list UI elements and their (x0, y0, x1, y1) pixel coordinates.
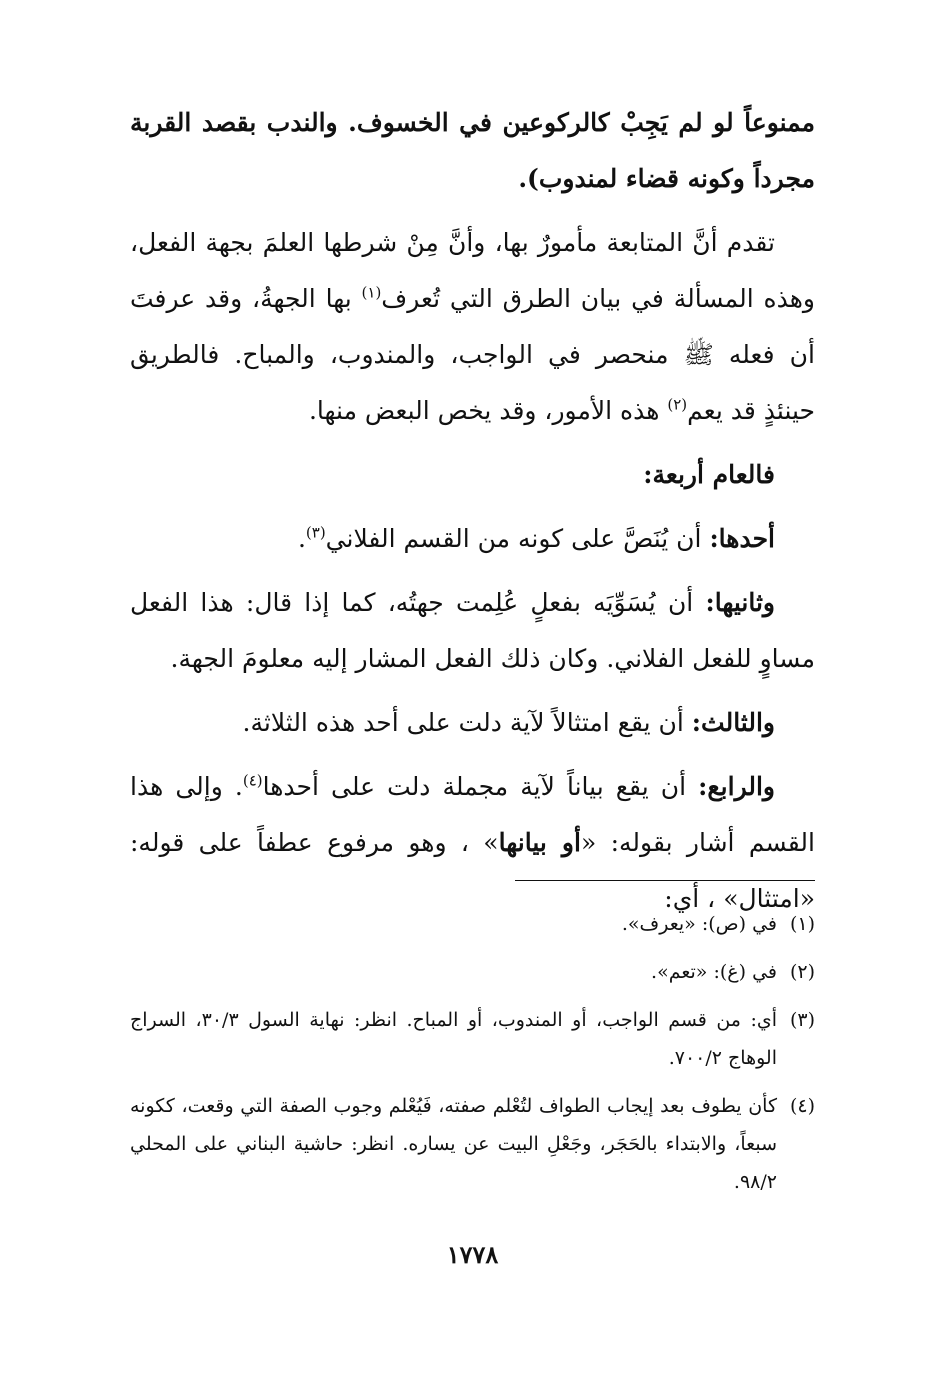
footnote-text: أي: من قسم الواجب، أو المندوب، أو المباح. انظر: نهاية السول ٣٠/٣، السراج الوهاج ٧٠٠/٢. (130, 1009, 777, 1069)
item-third-text: أن يقع امتثالاً لآية دلت على أحد هذه الثلاثة. (242, 708, 692, 737)
footnote-number: (٤) (789, 1095, 815, 1117)
item-first (130, 511, 815, 567)
item-second-label: وثانيها: (705, 588, 775, 617)
main-text-block (130, 95, 815, 935)
footnote-number: (١) (789, 913, 815, 935)
footnote-1 (130, 905, 815, 943)
item-fourth-text-a: أن يقع بياناً لآية مجملة دلت على أحدها (262, 772, 699, 801)
footnote-ref-3[interactable]: (٣) (305, 523, 326, 542)
footnote-number: (٢) (789, 961, 815, 983)
footnote-ref-2[interactable]: (٢) (667, 395, 688, 414)
item-first-text: أن يُنَصَّ على كونه من القسم الفلاني (325, 524, 710, 553)
page-number: ١٧٧٨ (446, 1240, 499, 1269)
item-fourth-text-c: » ، وهو مرفوع عطفاً على قوله: «امتثال» ، أي: (130, 828, 815, 913)
footnote-3 (130, 1001, 815, 1077)
commentary-text-c: هذه الأمور، وقد يخص البعض منها. (308, 396, 668, 425)
footnote-text: في (غ): «تعم». (651, 961, 777, 983)
item-fourth (130, 759, 815, 927)
footnote-ref-1[interactable]: (١) (361, 283, 382, 302)
item-second (130, 575, 815, 687)
item-third (130, 695, 815, 751)
footnote-number: (٣) (789, 1009, 815, 1031)
item-third-label: والثالث: (691, 708, 775, 737)
footnote-4 (130, 1087, 815, 1201)
footnote-text: في (ص): «يعرف». (621, 913, 777, 935)
item-first-end: . (297, 524, 306, 553)
footnote-ref-4[interactable]: (٤) (242, 771, 263, 790)
item-fourth-text-b: . وإلى هذا القسم أشار بقوله: « (130, 772, 815, 857)
paragraph-matn (130, 95, 815, 207)
commentary-text-b: بها الجهةُ، وقد عرفتَ أن فعله ﷺ منحصر في الواجب، والمندوب، والمباح. فالطريق حينئذٍ قد يعم (130, 284, 815, 425)
item-first-label: أحدها: (709, 524, 775, 553)
footnotes-section (130, 905, 815, 1211)
item-fourth-label: والرابع: (698, 772, 775, 801)
section-heading (130, 447, 815, 503)
footnote-separator (515, 880, 815, 881)
footnote-text: كأن يطوف بعد إيجاب الطواف لتُعْلم صفته، فَيُعْلم وجوب الصفة التي وقعت، ككونه سبعاً، والابتداء بالحَجَر، وجَعْلِ البيت عن يساره. انظر: حاشية البناني على المحلي ٩٨/٢. (130, 1095, 777, 1193)
matn-text: ممنوعاً لو لم يَجِبْ كالركوعين في الخسوف. والندب بقصد القربة مجرداً وكونه قضاء لمندوب). (130, 108, 815, 193)
item-second-text: أن يُسَوِّيَه بفعلٍ عُلِمت جهتُه، كما إذا قال: هذا الفعل مساوٍ للفعل الفلاني. وكان ذلك الفعل المشار إليه معلومَ الجهة. (130, 588, 815, 673)
heading-text: فالعام أربعة: (643, 460, 775, 489)
footnote-2 (130, 953, 815, 991)
paragraph-commentary (130, 215, 815, 439)
commentary-text-a: تقدم أنَّ المتابعة مأمورٌ بها، وأنَّ مِنْ شرطها العلمَ بجهة الفعل، وهذه المسألة في بيان الطرق التي تُعرف (130, 228, 815, 313)
item-fourth-quote: أو بيانها (498, 828, 581, 857)
